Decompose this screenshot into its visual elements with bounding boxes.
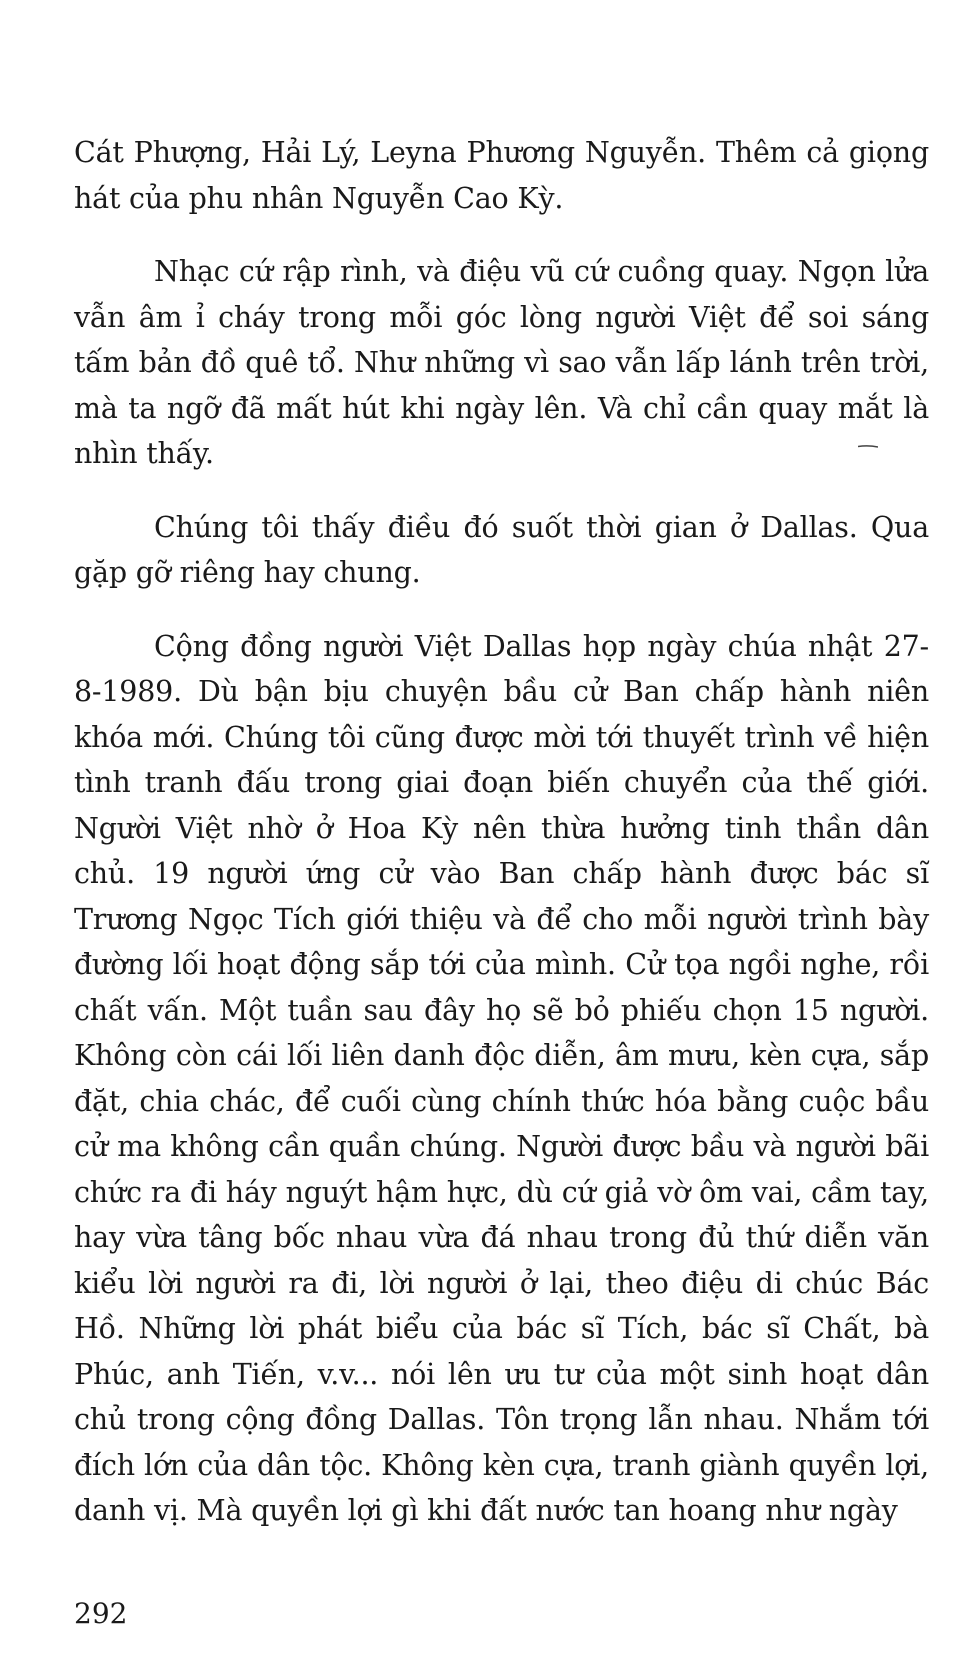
paragraph-1: Cát Phượng, Hải Lý, Leyna Phương Nguyễn. Thêm cả giọng hát của phu nhân Nguyễn Cao Kỳ. — [74, 136, 929, 215]
paragraph-4: Cộng đồng người Việt Dallas họp ngày chúa nhật 27-8-1989. Dù bận bịu chuyện bầu cử Ban chấp hành niên khóa mới. Chúng tôi cũng được mời tới thuyết trình về hiện tình tranh đấu trong giai đoạn biến chuyển của thế giới. Người Việt nhờ ở Hoa Kỳ nên thừa hưởng tinh thần dân chủ. 19 người ứng cử vào Ban chấp hành được bác sĩ Trương Ngọc Tích giới thiệu và để cho mỗi người trình bày đường lối hoạt động sắp tới của mình. Cử tọa ngồi nghe, rồi chất vấn. Một tuần sau đây họ sẽ bỏ phiếu chọn 15 người. Không còn cái lối liên danh độc diễn, âm mưu, kèn cựa, sắp đặt, chia chác, để cuối cùng chính thức hóa bằng cuộc bầu cử ma không cần quần chúng. Người được bầu và người bãi chức ra đi háy nguýt hậm hực, dù cứ giả vờ ôm vai, cầm tay, hay vừa tâng bốc nhau vừa đá nhau trong đủ thứ diễn văn kiểu lời người ra đi, lời người ở lại, theo điệu di chúc Bác Hồ. Những lời phát biểu của bác sĩ Tích, bác sĩ Chất, bà Phúc, anh Tiến, v.v... nói lên ưu tư của một sinh hoạt dân chủ trong cộng đồng Dallas. Tôn trọng lẫn nhau. Nhắm tới đích lớn của dân tộc. Không kèn cựa, tranh giành quyền lợi, danh vị. Mà quyền lợi gì khi đất nước tan hoang như ngày — [74, 629, 929, 1527]
paragraph-3: Chúng tôi thấy điều đó suốt thời gian ở Dallas. Qua gặp gỡ riêng hay chung. — [74, 510, 929, 589]
paragraph-2: Nhạc cứ rập rình, và điệu vũ cứ cuồng quay. Ngọn lửa vẫn âm ỉ cháy trong mỗi góc lòng người Việt để soi sáng tấm bản đồ quê tổ. Như những vì sao vẫn lấp lánh trên trời, mà ta ngỡ đã mất hút khi ngày lên. Và chỉ cần quay mắt là nhìn thấy. — [74, 255, 929, 470]
stray-ink-mark — [858, 445, 878, 448]
page-number: 292 — [74, 1597, 128, 1630]
body-text — [74, 130, 929, 1562]
